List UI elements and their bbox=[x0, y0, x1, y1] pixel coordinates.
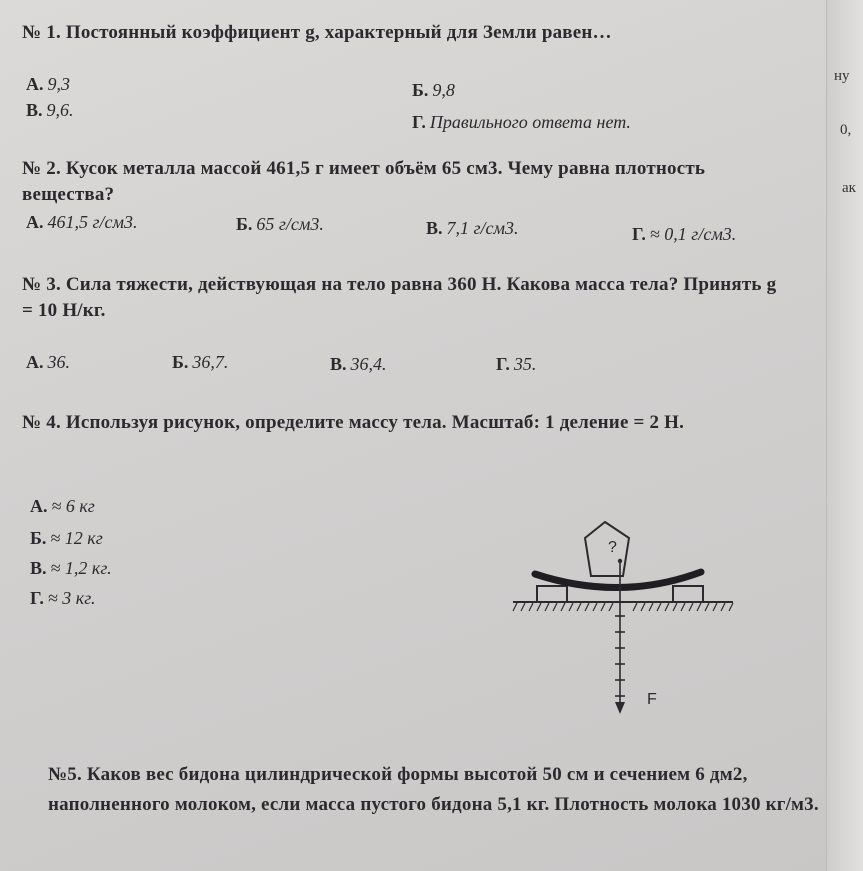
left-support bbox=[537, 586, 567, 602]
question-4 bbox=[22, 410, 803, 436]
force-arrow-head bbox=[615, 702, 625, 714]
q3-option-a: А. 36. bbox=[26, 352, 70, 372]
question-3-text: № 3. Сила тяжести, действующая на тело равна 360 Н. Какова масса тела? Принять g = 10 Н/кг. bbox=[22, 274, 777, 321]
edge-fragment: 0, bbox=[840, 122, 852, 138]
q4-option-c: В. ≈ 1,2 кг. bbox=[30, 558, 112, 578]
question-2 bbox=[22, 156, 783, 208]
q1-option-a: А. 9,3 bbox=[26, 74, 70, 94]
question-1 bbox=[22, 20, 803, 46]
question-5-text: №5. Каков вес бидона цилиндрической формы высотой 50 см и сечением 6 дм2, наполненного молоком, если масса пустого бидона 5,1 кг. Плотность молока 1030 кг/м3. bbox=[48, 764, 819, 815]
q2-option-d: Г. ≈ 0,1 г/см3. bbox=[632, 224, 737, 244]
edge-fragment: ну bbox=[834, 68, 850, 84]
q4-option-d: Г. ≈ 3 кг. bbox=[30, 588, 96, 608]
q3-option-c: В. 36,4. bbox=[330, 354, 387, 374]
body-pentagon bbox=[585, 522, 629, 576]
q3-option-b: Б. 36,7. bbox=[172, 352, 229, 372]
question-3 bbox=[22, 272, 783, 324]
q1-option-d: Г. Правильного ответа нет. bbox=[412, 112, 631, 132]
force-label: F bbox=[647, 691, 657, 708]
edge-fragment: ак bbox=[842, 180, 856, 196]
q3-option-d: Г. 35. bbox=[496, 354, 537, 374]
right-support bbox=[673, 586, 703, 602]
q1-option-b: Б. 9,8 bbox=[412, 80, 455, 100]
question-1-text: № 1. Постоянный коэффициент g, характерный для Земли равен… bbox=[22, 22, 612, 43]
scale-figure bbox=[505, 510, 745, 725]
q1-option-c: В. 9,6. bbox=[26, 100, 74, 120]
body-label: ? bbox=[608, 539, 617, 556]
q4-option-b: Б. ≈ 12 кг bbox=[30, 528, 103, 548]
question-4-text: № 4. Используя рисунок, определите массу тела. Масштаб: 1 деление = 2 Н. bbox=[22, 412, 685, 433]
ground-hatching bbox=[513, 603, 733, 611]
question-5 bbox=[48, 760, 835, 820]
q2-option-c: В. 7,1 г/см3. bbox=[426, 218, 519, 238]
question-2-text: № 2. Кусок металла массой 461,5 г имеет объём 65 см3. Чему равна плотность вещества? bbox=[22, 158, 706, 205]
q2-option-a: А. 461,5 г/см3. bbox=[26, 212, 138, 232]
q4-option-a: А. ≈ 6 кг bbox=[30, 496, 95, 516]
q2-option-b: Б. 65 г/см3. bbox=[236, 214, 324, 234]
